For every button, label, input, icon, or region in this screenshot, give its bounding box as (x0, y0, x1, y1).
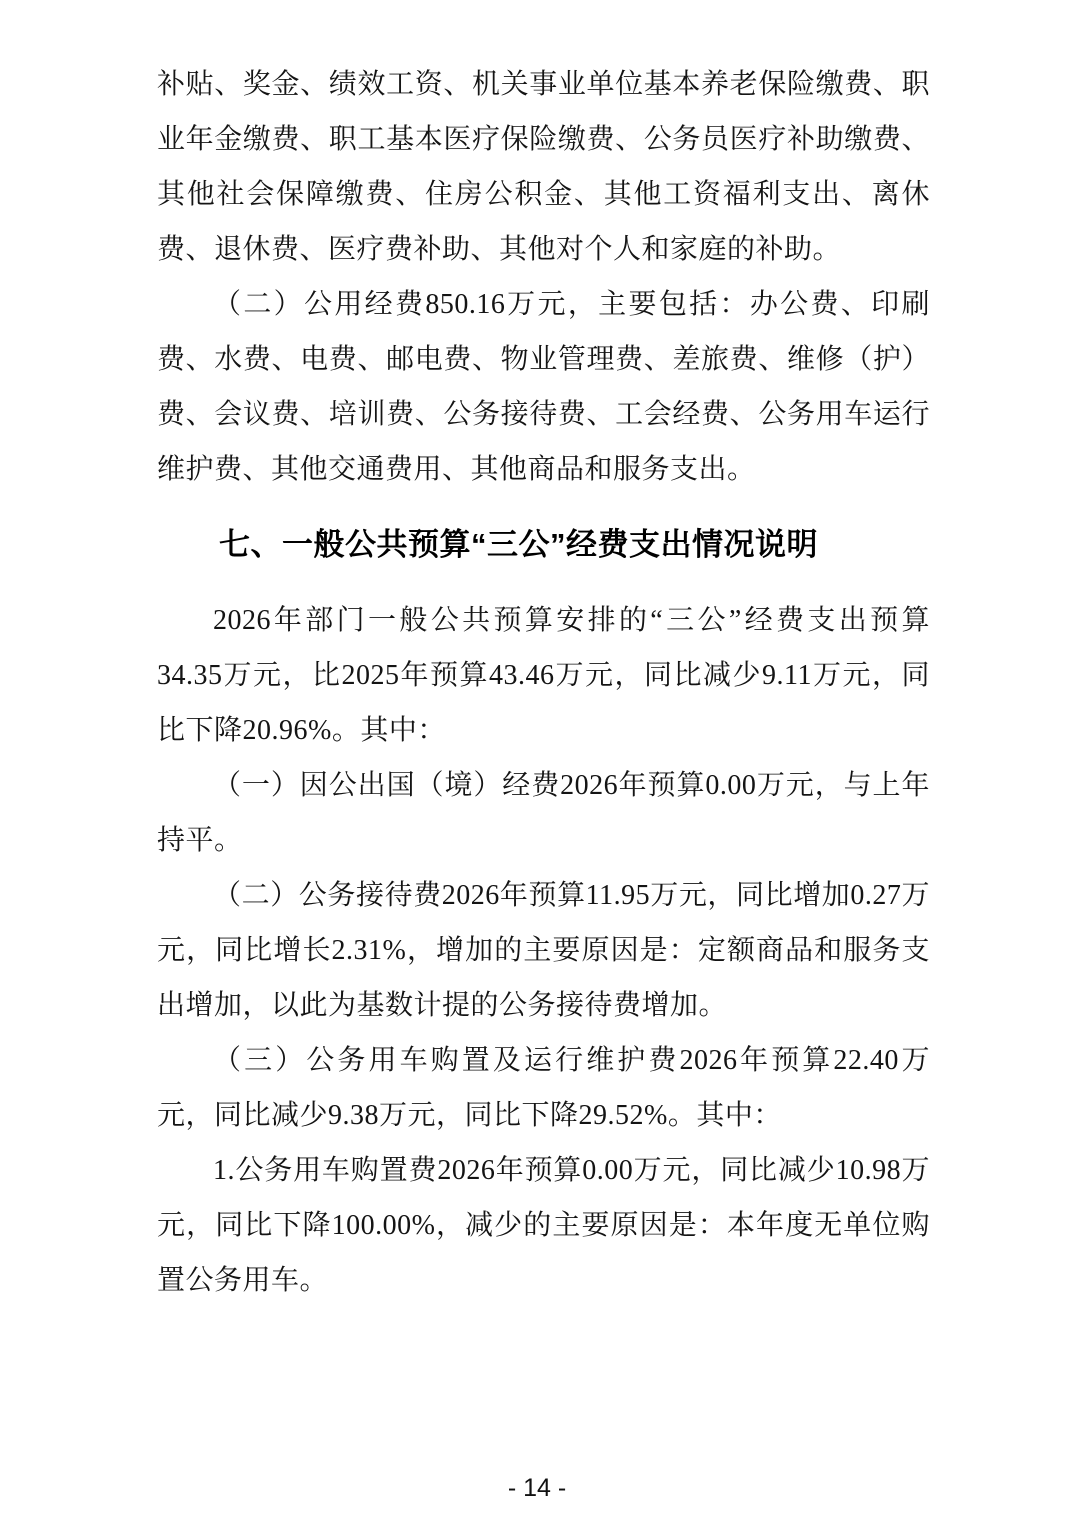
paragraph-vehicle-purchase-expense: 1.公务用车购置费2026年预算0.00万元，同比减少10.98万元，同比下降100.00%，减少的主要原因是：本年度无单位购置公务用车。 (157, 1155, 930, 1296)
page-number: - 14 - (507, 1474, 567, 1502)
paragraph-welfare-continuation: 补贴、奖金、绩效工资、机关事业单位基本养老保险缴费、职业年金缴费、职工基本医疗保险缴费、公务员医疗补助缴费、其他社会保障缴费、住房公积金、其他工资福利支出、离休费、退休费、医疗费补助、其他对个人和家庭的补助。 (157, 69, 930, 265)
paragraph-sangong-overview: 2026年部门一般公共预算安排的“三公”经费支出预算34.35万元，比2025年预算43.46万元，同比减少9.11万元，同比下降20.96%。其中： (157, 605, 930, 746)
paragraph-public-funds: （二）公用经费850.16万元，主要包括：办公费、印刷费、水费、电费、邮电费、物业管理费、差旅费、维修（护）费、会议费、培训费、公务接待费、工会经费、公务用车运行维护费、其他交通费用、其他商品和服务支出。 (157, 289, 930, 485)
section-heading-sangong: 七、一般公共预算“三公”经费支出情况说明 (219, 527, 818, 562)
paragraph-reception-expense: （二）公务接待费2026年预算11.95万元，同比增加0.27万元，同比增长2.31%，增加的主要原因是：定额商品和服务支出增加，以此为基数计提的公务接待费增加。 (157, 880, 930, 1021)
paragraph-abroad-expense: （一）因公出国（境）经费2026年预算0.00万元，与上年持平。 (157, 770, 930, 856)
paragraph-vehicle-total-expense: （三）公务用车购置及运行维护费2026年预算22.40万元，同比减少9.38万元，同比下降29.52%。其中： (157, 1045, 930, 1131)
